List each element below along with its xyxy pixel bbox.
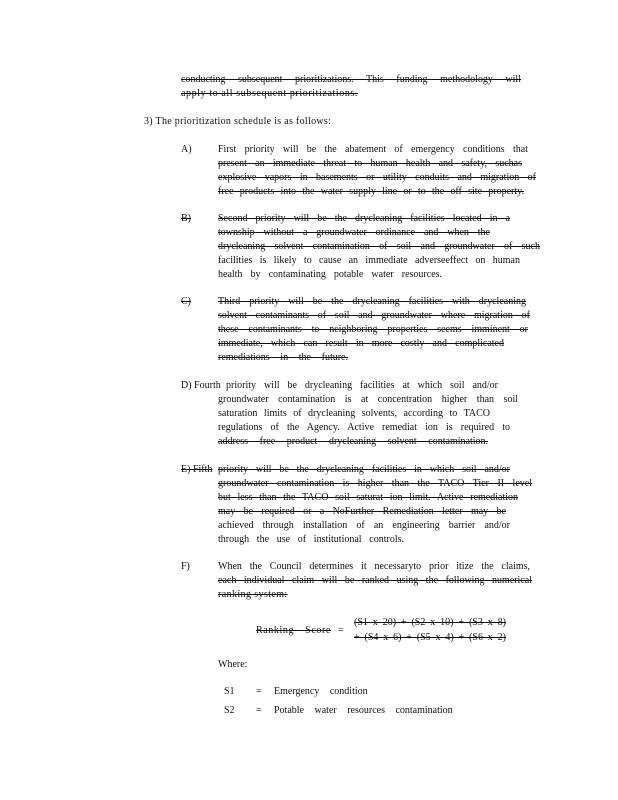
item-c-label: C) — [181, 296, 191, 307]
intro-line: conducting subsequent prioritizations. This funding methodology will — [181, 74, 521, 85]
item-f-line: ranking system: — [218, 589, 288, 600]
item-b-label: B) — [181, 213, 191, 224]
definition-symbol: S2 — [224, 705, 235, 716]
item-a-line: free products into the water supply line or to the off site property. — [218, 186, 524, 197]
definition-equals: = — [256, 705, 262, 716]
item-b-line: drycleaning solvent contamination of soil and groundwater of such — [218, 241, 540, 252]
item-a-line: present an immediate threat to human health and safety, suchas — [218, 158, 522, 169]
item-d-label: D) Fourth — [181, 380, 221, 391]
item-a-label: A) — [181, 144, 192, 155]
item-d-line: regulations of the Agency. Active remediat ion is required to — [218, 422, 510, 433]
item-e-line: groundwater contamination is higher than the TACO Tier II level — [218, 478, 532, 489]
item-b-line: health by contaminating potable water resources. — [218, 269, 442, 280]
item-e-line: through the use of institutional controls. — [218, 534, 404, 545]
formula-denominator: + (S4 x 6) + (S5 x 4) + (S6 x 2) — [354, 632, 506, 643]
item-e-line: but less than the TACO soil saturat ion limit. Active remediation — [218, 492, 518, 503]
item-e-line: may be required or a NoFurther Remediation letter may be — [218, 506, 506, 517]
item-a-line: First priority will be the abatement of emergency conditions that — [218, 144, 528, 155]
item-c-line: solvent contaminants of soil and groundwater where migration of — [218, 310, 530, 321]
item-e-label: E) Fifth — [181, 464, 213, 475]
item-b-line: Second priority will be the drycleaning facilities located in a — [218, 213, 510, 224]
item-c-line: remediations in the future. — [218, 352, 348, 363]
formula-equals: = — [338, 625, 344, 636]
where-label: Where: — [218, 659, 248, 670]
item-d-line: priority will be drycleaning facilities at which soil and/or — [226, 380, 498, 391]
item-d-line: address free product drycleaning solvent contamination. — [218, 436, 488, 447]
intro-line: apply to all subsequent prioritizations. — [181, 88, 359, 99]
item-a-line: explosive vapors in basements or utility conduits and migration of — [218, 172, 536, 183]
formula-label: Ranking Score — [256, 625, 331, 636]
definition-equals: = — [256, 686, 262, 697]
item-c-line: Third priority will be the drycleaning facilities with drycleaning — [218, 296, 526, 307]
definition-symbol: S1 — [224, 686, 235, 697]
item-f-label: F) — [181, 561, 190, 572]
formula-numerator: (S1 x 20) + (S2 x 10) + (S3 x 8) — [354, 617, 506, 628]
definition-meaning: Emergency condition — [274, 686, 368, 697]
item-e-line: priority will be the drycleaning facilities in which soil and/or — [218, 464, 510, 475]
item-f-line: When the Council determines it necessaryto prior itize the claims, — [218, 561, 530, 572]
item-b-line: facilities is likely to cause an immediate adverseeffect on human — [218, 255, 520, 266]
definition-meaning: Potable water resources contamination — [274, 705, 453, 716]
schedule-heading: 3) The prioritization schedule is as follows: — [144, 116, 332, 127]
item-f-line: each individual claim will be ranked using the following numerical — [218, 575, 532, 586]
item-d-line: groundwater contamination is at concentration higher than soil — [218, 394, 518, 405]
item-b-line: township without a groundwater ordinance and when the — [218, 227, 490, 238]
item-d-line: saturation limits of drycleaning solvents, according to TACO — [218, 408, 490, 419]
item-e-line: achieved through installation of an engineering barrier and/or — [218, 520, 510, 531]
item-c-line: immediate, which can result in more costly and complicated — [218, 338, 504, 349]
item-c-line: these contaminants to neighboring properties seems imminent or — [218, 324, 528, 335]
